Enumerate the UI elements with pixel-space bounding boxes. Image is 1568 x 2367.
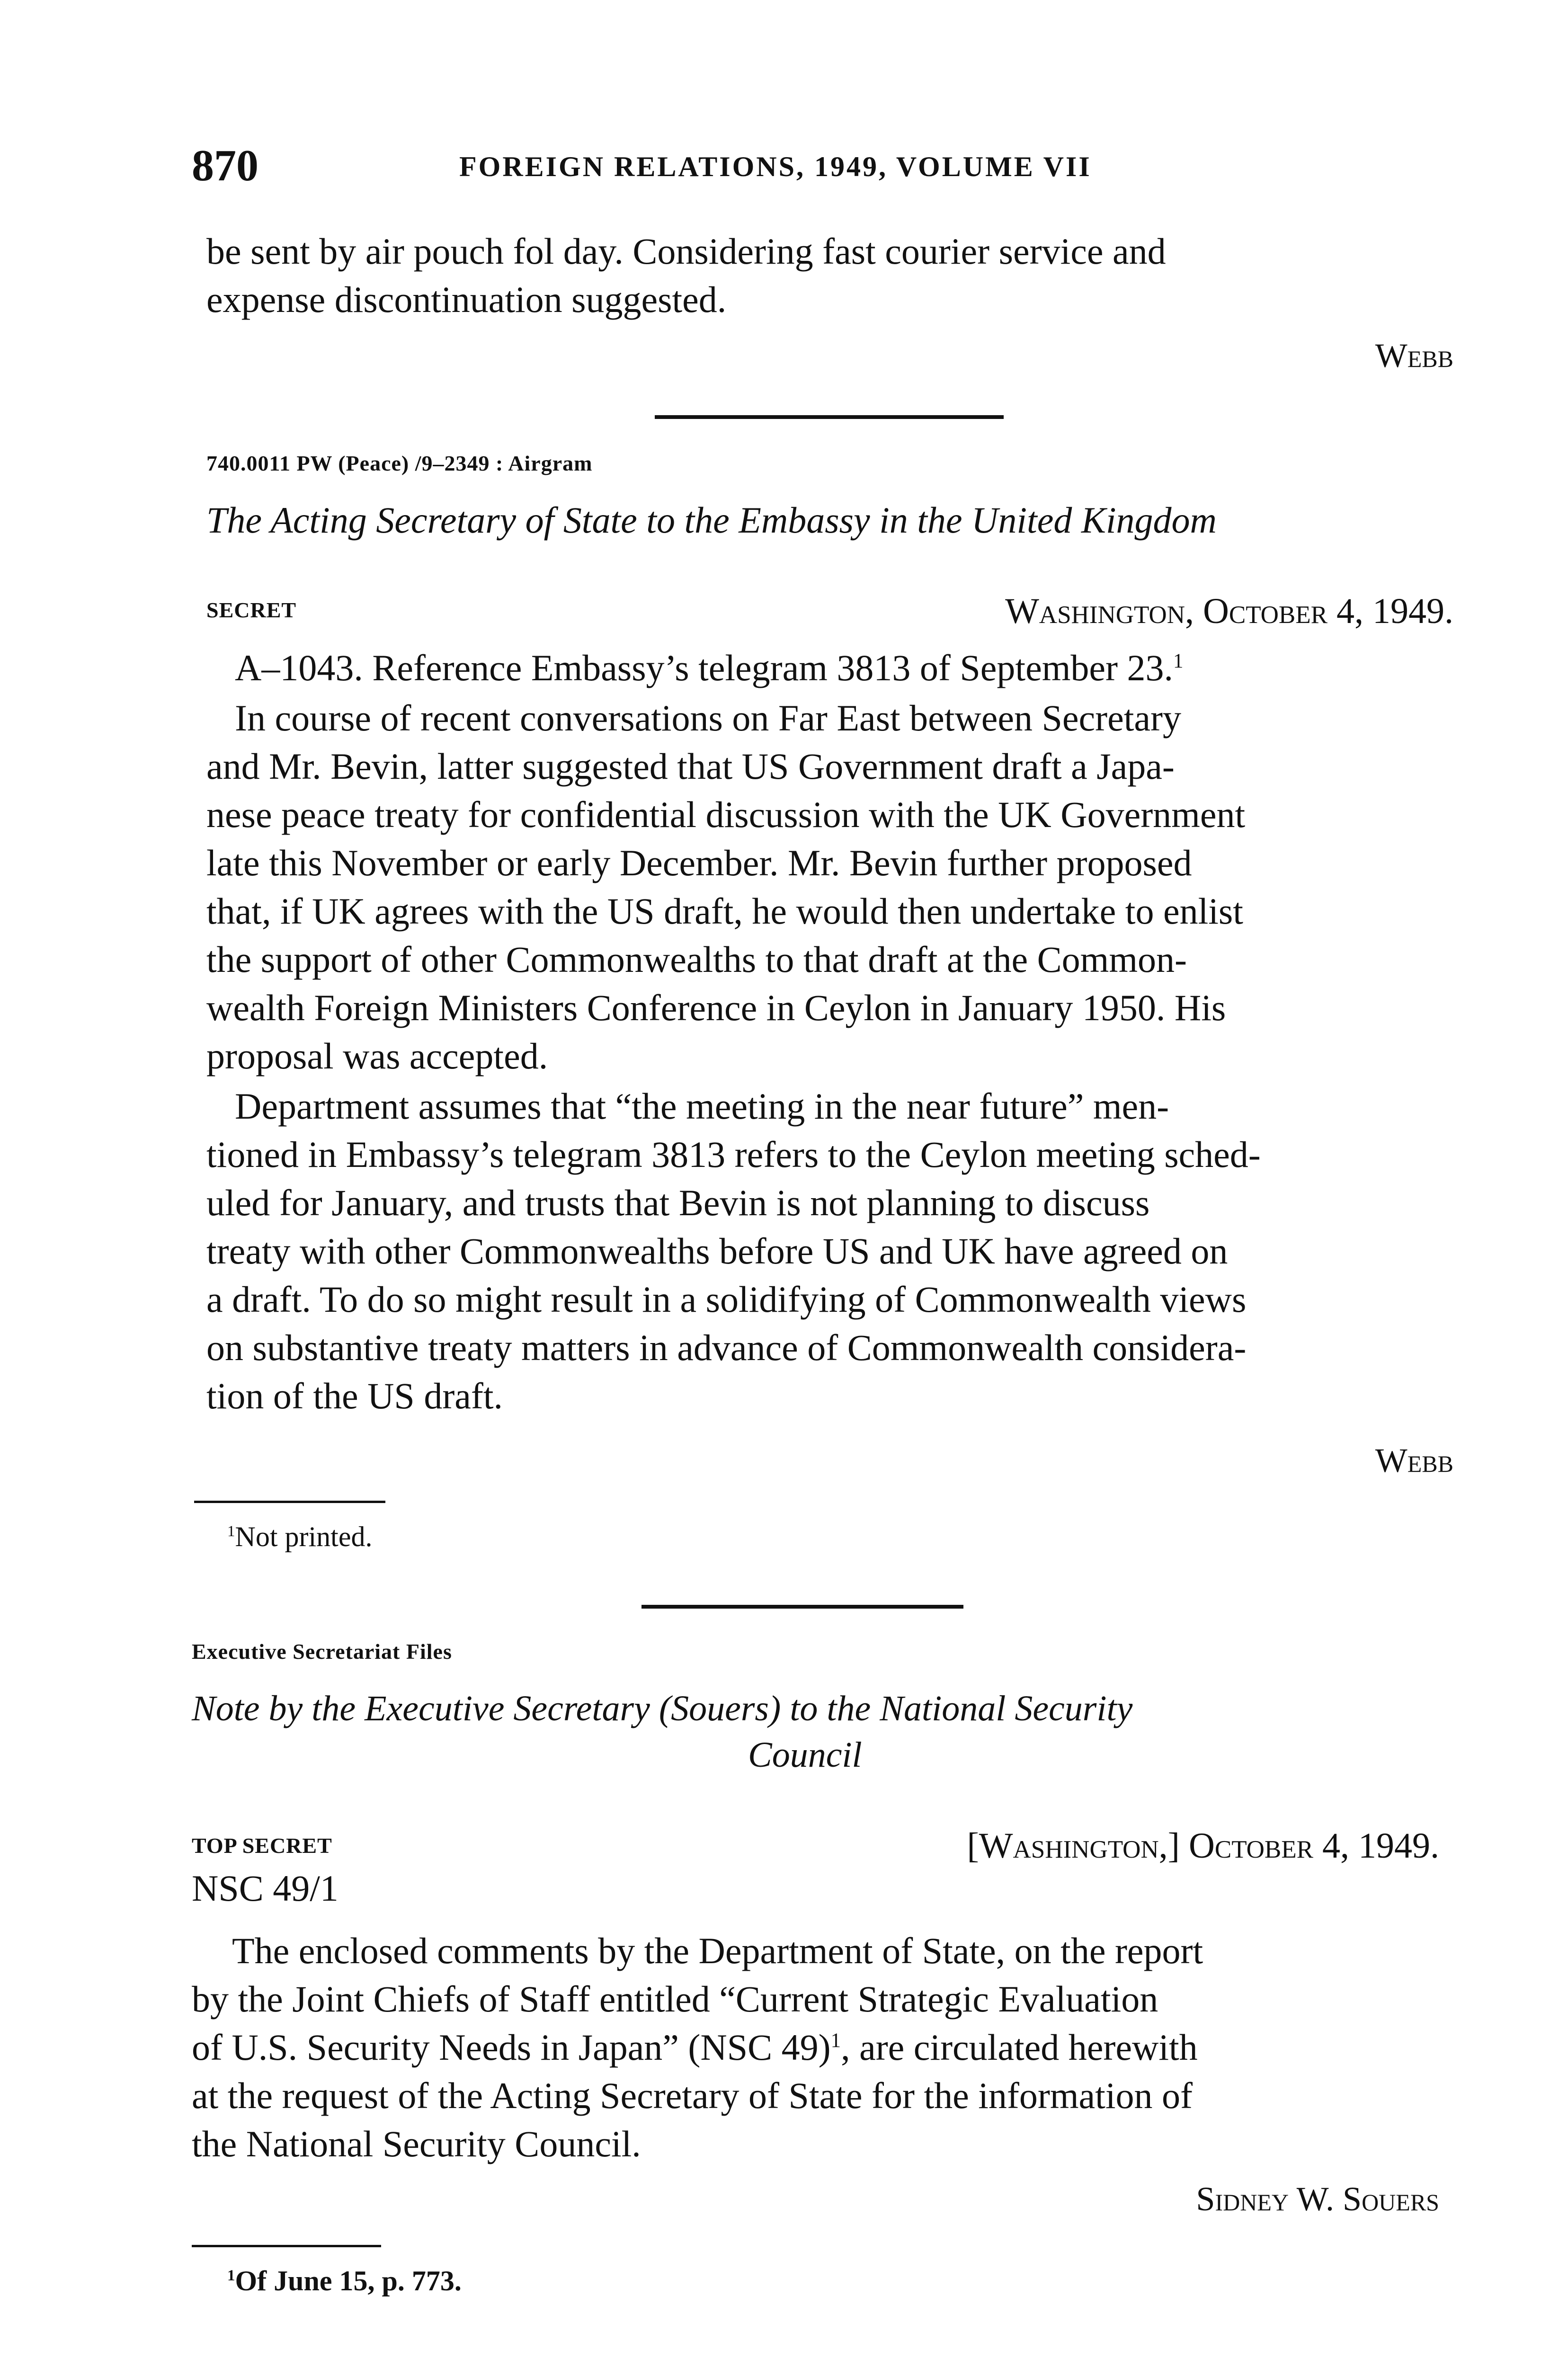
- doc2-p2-line-7: wealth Foreign Ministers Conference in Ceylon in January 1950. His: [206, 987, 1226, 1028]
- doc2-p3-line-2: tioned in Embassy’s telegram 3813 refers to the Ceylon meeting sched-: [206, 1134, 1261, 1175]
- doc3-file-ref: Executive Secretariat Files: [192, 1639, 452, 1664]
- doc2-p2-line-1: In course of recent conversations on Far East between Secretary: [235, 697, 1182, 739]
- doc3-place-date: [Washington,] October 4, 1949.: [967, 1826, 1439, 1866]
- doc2-footnote: [227, 1521, 372, 1553]
- doc3-doc-number: NSC 49/1: [192, 1868, 339, 1909]
- doc2-p3-line-6: on substantive treaty matters in advance of Commonwealth considera-: [206, 1327, 1247, 1368]
- doc3-footnote: [227, 2265, 462, 2297]
- footnote-number: 1: [227, 2267, 235, 2284]
- footnote-marker: 1: [830, 2029, 841, 2052]
- doc3-title-line-1: Note by the Executive Secretary (Souers) to the National Security: [192, 1689, 1133, 1728]
- doc1-line-2: expense discontinuation suggested.: [206, 279, 727, 320]
- doc3-p1-line-3: [192, 2023, 1198, 2072]
- doc1-line-1: be sent by air pouch fol day. Considering fast courier service and: [206, 231, 1166, 272]
- separator-rule-1: [655, 415, 1004, 419]
- footnote-marker: 1: [1173, 650, 1184, 672]
- doc3-p1-line-3-tail: , are circulated herewith: [841, 2027, 1198, 2068]
- doc2-p2-line-6: the support of other Commonwealths to that draft at the Common-: [206, 939, 1187, 980]
- doc2-p2-line-2: and Mr. Bevin, latter suggested that US Government draft a Japa-: [206, 746, 1175, 787]
- doc3-classification: TOP SECRET: [192, 1833, 332, 1858]
- doc3-p1-line-3-text: of U.S. Security Needs in Japan” (NSC 49): [192, 2027, 831, 2068]
- doc2-p3-line-7: tion of the US draft.: [206, 1375, 503, 1416]
- doc2-file-ref: 740.0011 PW (Peace) /9–2349 : Airgram: [206, 451, 593, 475]
- doc3-title-line-2: Council: [748, 1735, 862, 1775]
- footnote-rule-1: [194, 1501, 385, 1503]
- running-title: FOREIGN RELATIONS, 1949, VOLUME VII: [459, 151, 1092, 182]
- doc2-place-date: Washington, October 4, 1949.: [1005, 591, 1453, 631]
- doc3-p1-line-2: by the Joint Chiefs of Staff entitled “Current Strategic Evaluation: [192, 1978, 1158, 2020]
- doc2-p2-line-8: proposal was accepted.: [206, 1035, 548, 1077]
- doc2-p2-line-4: late this November or early December. Mr. Bevin further proposed: [206, 842, 1192, 883]
- doc2-p3-line-5: a draft. To do so might result in a solidifying of Commonwealth views: [206, 1279, 1247, 1320]
- footnote-number: 1: [227, 1523, 235, 1540]
- doc2-paragraph-1-text: A–1043. Reference Embassy’s telegram 3813 of September 23.: [235, 647, 1173, 688]
- doc2-signature: Webb: [1375, 1442, 1453, 1479]
- doc2-title: The Acting Secretary of State to the Embassy in the United Kingdom: [206, 499, 1217, 541]
- doc2-p3-line-1: Department assumes that “the meeting in the near future” men-: [235, 1086, 1169, 1127]
- separator-rule-2: [641, 1605, 963, 1609]
- footnote-rule-2: [192, 2245, 381, 2247]
- doc3-p1-line-4: at the request of the Acting Secretary of State for the information of: [192, 2075, 1193, 2116]
- doc2-p3-line-3: uled for January, and trusts that Bevin is not planning to discuss: [206, 1182, 1150, 1223]
- doc2-p3-line-4: treaty with other Commonwealths before US and UK have agreed on: [206, 1230, 1228, 1272]
- doc3-p1-line-5: the National Security Council.: [192, 2123, 641, 2164]
- doc2-p2-line-3: nese peace treaty for confidential discussion with the UK Government: [206, 794, 1246, 835]
- doc2-paragraph-1: [235, 644, 1183, 692]
- footnote-text: Of June 15, p. 773.: [235, 2265, 462, 2296]
- doc3-signature: Sidney W. Souers: [1196, 2180, 1439, 2218]
- doc1-signature: Webb: [1375, 337, 1453, 374]
- footnote-text: Not printed.: [235, 1521, 373, 1552]
- doc2-classification: SECRET: [206, 598, 297, 622]
- doc3-p1-line-1: The enclosed comments by the Department of State, on the report: [232, 1930, 1203, 1971]
- doc2-p2-line-5: that, if UK agrees with the US draft, he would then undertake to enlist: [206, 890, 1243, 932]
- page-number: 870: [192, 141, 258, 190]
